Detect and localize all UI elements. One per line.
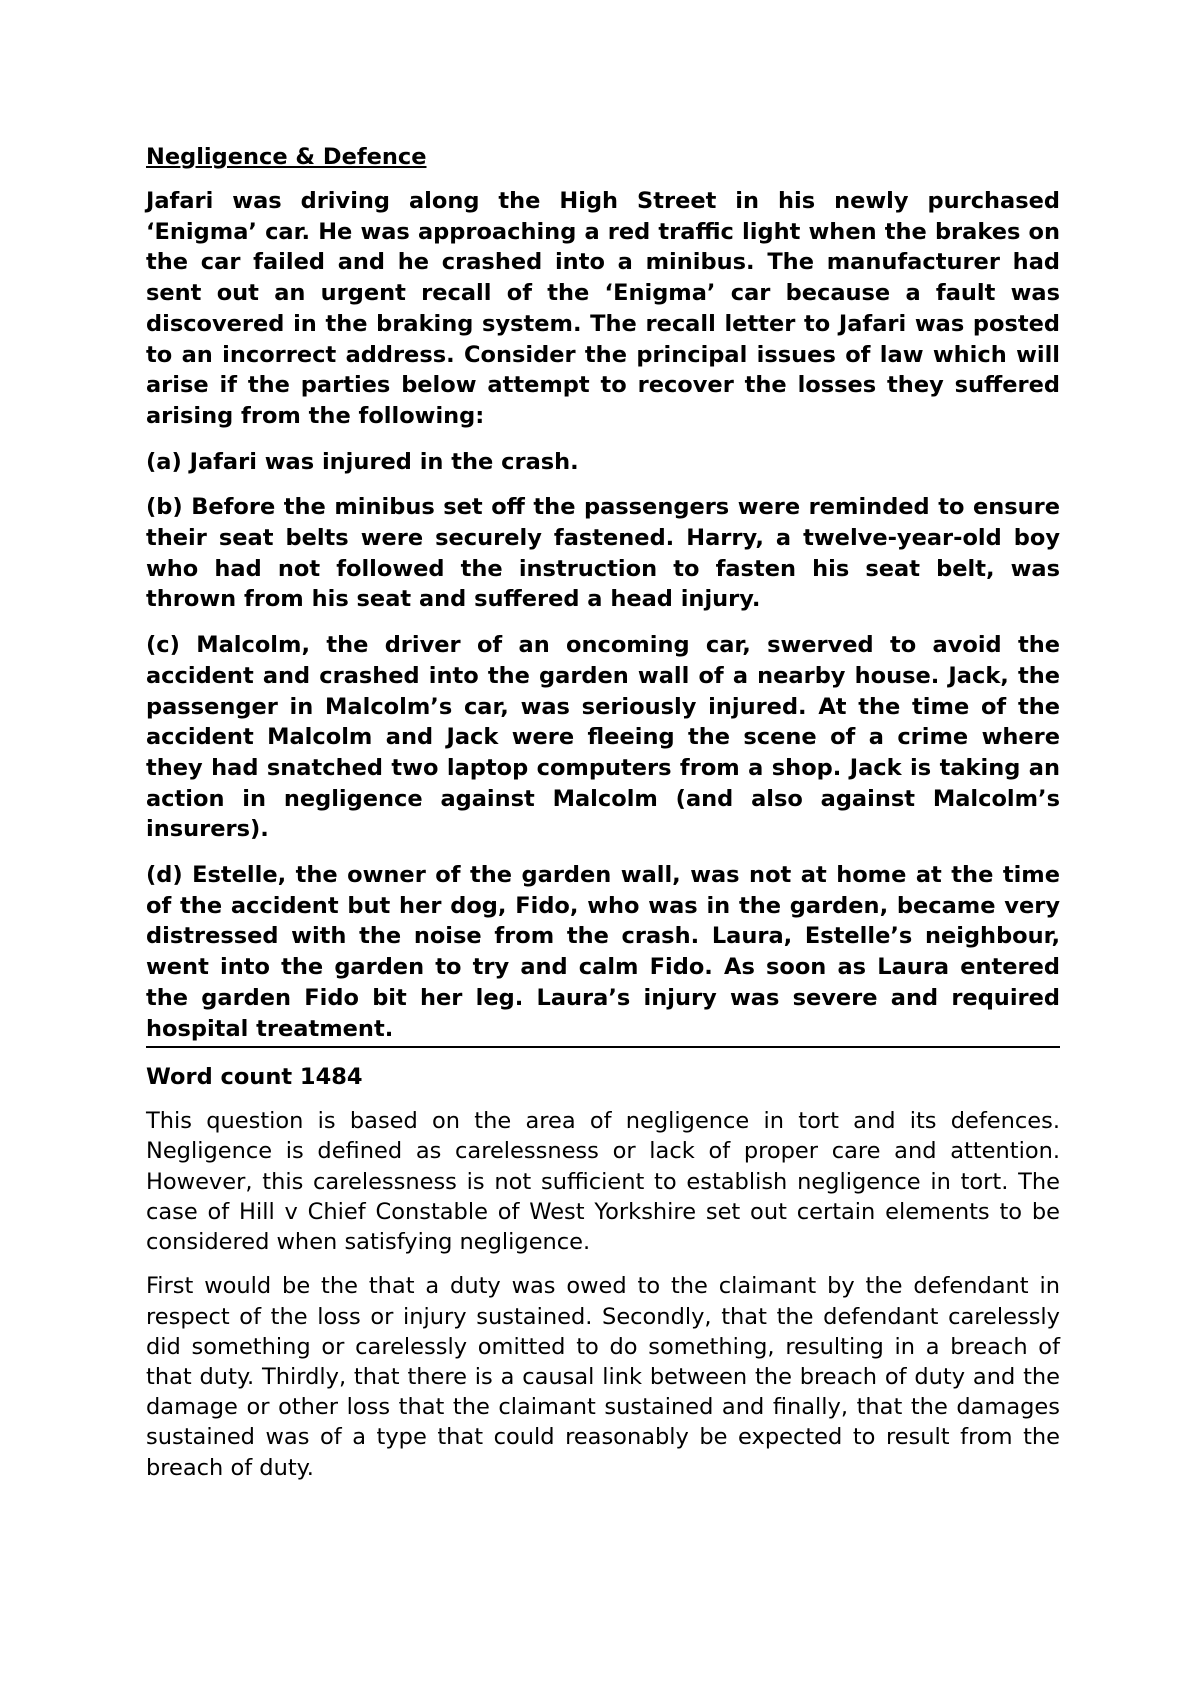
document-title: Negligence & Defence — [146, 144, 427, 170]
question-part-d: (d) Estelle, the owner of the garden wall, was not at home at the time of the accident but her dog, Fido, who was in the garden, became very distressed with the noise from the crash. Laura, Estelle’s neighbour, went into the garden to try and calm Fido. As soon as Laura entered the garden Fido bit her leg. Laura’s injury was severe and required hospital treatment. — [146, 862, 1060, 1042]
answer-paragraph: First would be the that a duty was owed to the claimant by the defendant in respect of the loss or injury sustained. Secondly, that the defendant carelessly did something or carelessly omitted to do something, resulting in a breach of that duty. Thirdly, that there is a causal link between the breach of duty and the damage or other loss that the claimant sustained and finally, that the damages sustained was of a type that could reasonably be expected to result from the breach of duty. — [146, 1273, 1060, 1481]
question-intro: Jafari was driving along the High Street in his newly purchased ‘Enigma’ car. He was approaching a red traffic light when the brakes on the car failed and he crashed into a minibus. The manufacturer had sent out an urgent recall of the ‘Enigma’ car because a fault was discovered in the braking system. The recall letter to Jafari was posted to an incorrect address. Consider the principal issues of law which will arise if the parties below attempt to recover the losses they suffered arising from the following: — [146, 188, 1060, 429]
question-part-b: (b) Before the minibus set off the passengers were reminded to ensure their seat belts were securely fastened. Harry, a twelve-year-old boy who had not followed the instruction to fasten his seat belt, was thrown from his seat and suffered a head injury. — [146, 494, 1060, 613]
answer-paragraph: This question is based on the area of negligence in tort and its defences. Negligence is defined as carelessness or lack of proper care and attention. However, this carelessness is not sufficient to establish negligence in tort. The case of Hill v Chief Constable of West Yorkshire set out certain elements to be considered when satisfying negligence. — [146, 1108, 1060, 1256]
document-page — [146, 142, 1060, 1497]
word-count: Word count 1484 — [146, 1064, 363, 1091]
question-block — [146, 186, 1060, 1048]
question-part-c: (c) Malcolm, the driver of an oncoming car, swerved to avoid the accident and crashed into the garden wall of a nearby house. Jack, the passenger in Malcolm’s car, was seriously injured. At the time of the accident Malcolm and Jack were fleeing the scene of a crime where they had snatched two laptop computers from a shop. Jack is taking an action in negligence against Malcolm (and also against Malcolm’s insurers). — [146, 632, 1060, 843]
question-part-a: (a) Jafari was injured in the crash. — [146, 448, 579, 475]
